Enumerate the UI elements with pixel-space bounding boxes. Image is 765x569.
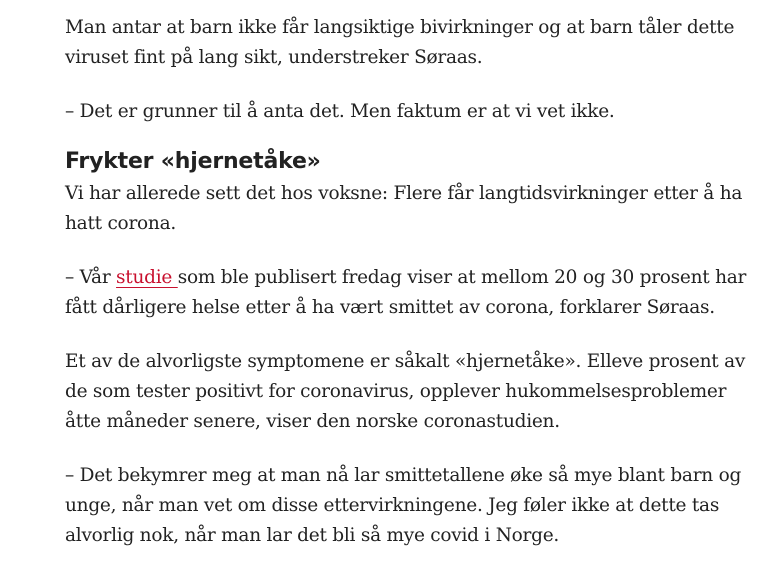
paragraph-adults-long-covid <box>65 179 755 239</box>
quote-study-prefix: – Vår <box>65 267 117 288</box>
paragraph-text: Vi har allerede sett det hos voksne: Flere får langtidsvirkninger etter å ha hatt corona. <box>65 183 743 234</box>
paragraph-children-long-term: Man antar at barn ikke får langsiktige bivirkninger og at barn tåler dette viruset fint på lang sikt, understreker Søraas. <box>65 17 735 68</box>
quote-concern: – Det bekymrer meg at man nå lar smittetallene øke så mye blant barn og unge, når man vet om disse ettervirkningene. Jeg føler ikke at dette tas alvorlig nok, når man lar det bli så mye covid i Norge. <box>65 465 742 546</box>
section-heading: Frykter «hjernetåke» <box>65 149 321 174</box>
study-link[interactable]: studie <box>116 267 178 288</box>
quote-study <box>65 263 755 323</box>
paragraph-brain-fog: Et av de alvorligste symptomene er såkalt «hjernetåke». Elleve prosent av de som tester positivt for coronavirus, opplever hukommelsesproblemer åtte måneder senere, viser den norske coronastudien. <box>65 351 746 432</box>
article-body <box>65 13 755 551</box>
quote-study-rest: som ble publisert fredag viser at mellom 20 og 30 prosent har fått dårligere helse etter å ha vært smittet av corona, forklarer Søraas. <box>65 267 747 318</box>
quote-we-dont-know: – Det er grunner til å anta det. Men faktum er at vi vet ikke. <box>65 101 615 122</box>
